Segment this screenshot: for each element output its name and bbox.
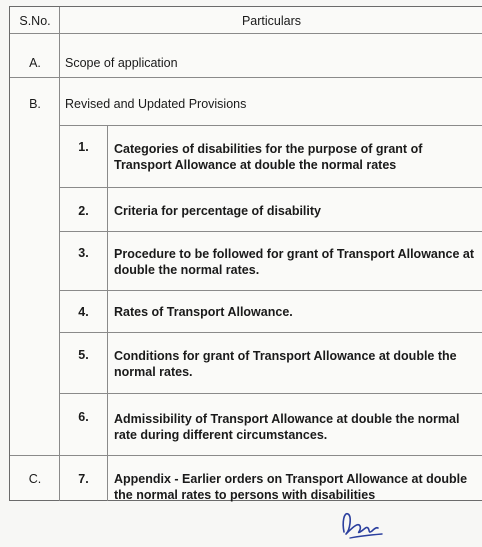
header-particulars: Particulars bbox=[241, 14, 302, 28]
item-4-divider bbox=[59, 332, 482, 333]
signature-mark bbox=[338, 508, 386, 544]
item-5-text: Conditions for grant of Transport Allowance at double the normal rates. bbox=[114, 349, 457, 379]
section-b-title: Revised and Updated Provisions bbox=[65, 97, 247, 111]
header-sno: S.No. bbox=[19, 14, 51, 28]
item-2-divider bbox=[59, 231, 482, 232]
item-3-number: 3. bbox=[78, 246, 89, 260]
item-1-divider bbox=[59, 187, 482, 188]
section-a-title: Scope of application bbox=[65, 56, 178, 70]
item-1-text: Categories of disabilities for the purpose of grant of Transport Allowance at double the normal rates bbox=[114, 142, 423, 172]
item-3-text: Procedure to be followed for grant of Transport Allowance at double the normal rates. bbox=[114, 247, 474, 277]
item-7-text: Appendix - Earlier orders on Transport Allowance at double the normal rates to persons with disabilities bbox=[114, 472, 468, 502]
item-3-divider bbox=[59, 290, 482, 291]
row-a-divider bbox=[10, 77, 482, 78]
item-4-text: Rates of Transport Allowance. bbox=[114, 305, 293, 319]
item-5-divider bbox=[59, 393, 482, 394]
inner-number-divider bbox=[107, 125, 108, 501]
item-5-number: 5. bbox=[78, 348, 89, 362]
item-6-number: 6. bbox=[78, 410, 89, 424]
item-6-text: Admissibility of Transport Allowance at double the normal rate during different circumstances. bbox=[114, 412, 460, 442]
header-divider bbox=[10, 33, 482, 34]
item-7-number: 7. bbox=[78, 472, 89, 486]
item-2-number: 2. bbox=[78, 204, 89, 218]
item-6-divider bbox=[10, 455, 482, 456]
item-4-number: 4. bbox=[78, 305, 89, 319]
item-2-text: Criteria for percentage of disability bbox=[114, 204, 321, 218]
section-b-label: B. bbox=[29, 97, 41, 111]
contents-table bbox=[9, 6, 482, 501]
inner-table-top bbox=[59, 125, 482, 126]
section-a-label: A. bbox=[29, 56, 41, 70]
item-1-number: 1. bbox=[78, 140, 89, 154]
section-c-label: C. bbox=[28, 472, 42, 486]
